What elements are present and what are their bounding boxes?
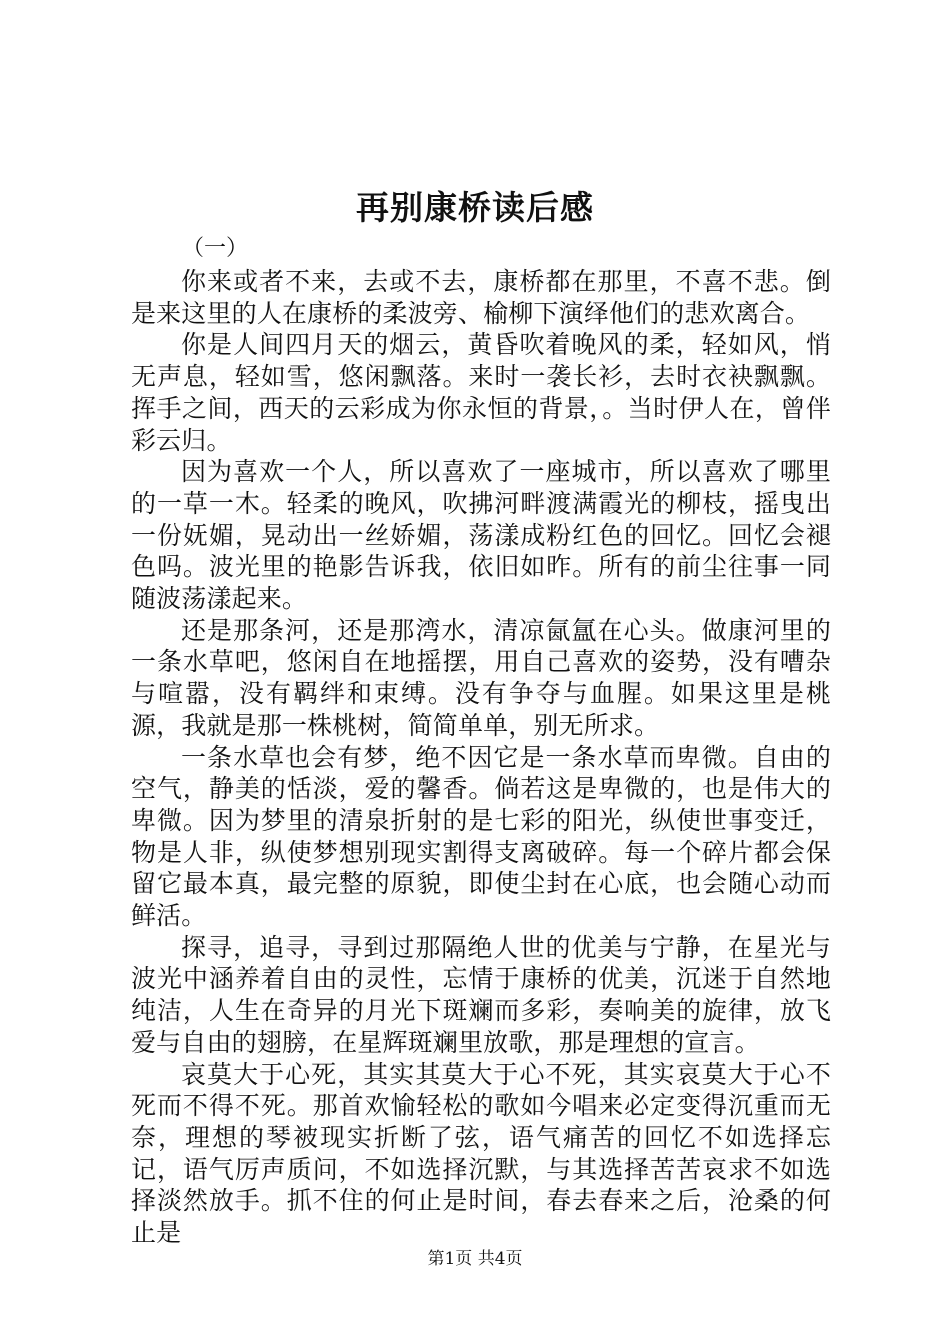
paragraph: 还是那条河，还是那湾水，清凉氤氲在心头。做康河里的一条水草吧，悠闲自在地摇摆，用自己喜欢的姿势，没有嘈杂与喧嚣，没有羁绊和束缚。没有争夺与血腥。如果这里是桃源，我就是那一株桃树，简简单单，别无所求。: [131, 615, 831, 740]
page-footer: 第1页 共4页: [427, 1249, 523, 1269]
paragraph: 因为喜欢一个人，所以喜欢了一座城市，所以喜欢了哪里的一草一木。轻柔的晚风，吹拂河畔渡满霞光的柳枝，摇曳出一份妩媚，晃动出一丝娇媚，荡漾成粉红色的回忆。回忆会褪色吗。波光里的艳影告诉我，依旧如昨。所有的前尘往事一同随波荡漾起来。: [131, 457, 831, 614]
paragraph: 探寻，追寻，寻到过那隔绝人世的优美与宁静，在星光与波光中涵养着自由的灵性，忘情于康桥的优美，沉迷于自然地纯洁，人生在奇异的月光下斑斓而多彩，奏响美的旋律，放飞爱与自由的翅膀，在星辉斑斓里放歌，那是理想的宣言。: [131, 932, 831, 1057]
document-title: 再别康桥读后感: [356, 188, 594, 227]
paragraph: 你是人间四月天的烟云，黄昏吹着晚风的柔，轻如风，悄无声息，轻如雪，悠闲飘落。来时一袭长衫，去时衣袂飘飘。挥手之间，西天的云彩成为你永恒的背景，。当时伊人在，曾伴彩云归。: [131, 330, 831, 455]
paragraph: 你来或者不来，去或不去，康桥都在那里，不喜不悲。倒是来这里的人在康桥的柔波旁、榆柳下演绎他们的悲欢离合。: [131, 267, 831, 328]
document-body: [131, 266, 831, 1249]
paragraph: 哀莫大于心死，其实其莫大于心不死，其实哀莫大于心不死而不得不死。那首欢愉轻松的歌如今唱来必定变得沉重而无奈，理想的琴被现实折断了弦，语气痛苦的回忆不如选择忘记，语气厉声质问，不如选择沉默，与其选择苦苦哀求不如选择淡然放手。抓不住的何止是时间，春去春来之后，沧桑的何止是: [131, 1059, 831, 1248]
paragraph: 一条水草也会有梦，绝不因它是一条水草而卑微。自由的空气，静美的恬淡，爱的馨香。倘若这是卑微的，也是伟大的卑微。因为梦里的清泉折射的是七彩的阳光，纵使世事变迁，物是人非，纵使梦想别现实割得支离破碎。每一个碎片都会保留它最本真，最完整的原貌，即使尘封在心底，也会随心动而鲜活。: [131, 742, 831, 931]
section-number: （一）: [182, 236, 249, 261]
